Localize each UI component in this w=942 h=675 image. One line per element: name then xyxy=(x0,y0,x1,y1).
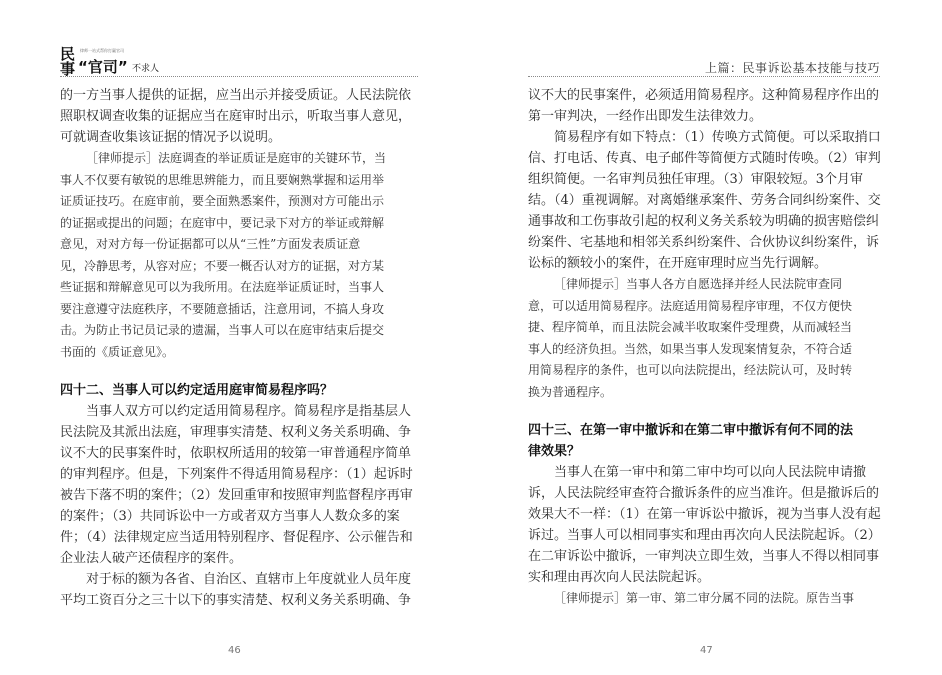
text-line: 结。（4）重视调解。对离婚继承案件、劳务合同纠纷案件、交 xyxy=(528,193,881,208)
tip-line: ［律师提示］法庭调查的举证质证是庭审的关键环节，当 xyxy=(86,151,387,165)
left-page-body xyxy=(60,85,420,611)
text-line: 讼标的额较小的案件，在开庭审理时应当先行调解。 xyxy=(528,256,828,271)
logo-guansi: “官司” xyxy=(78,58,128,76)
logo-tagline: 律师一站式帮你打赢官司 xyxy=(80,48,124,53)
header-rule-left xyxy=(60,76,418,77)
tip-line: 换为普通程序。 xyxy=(528,384,613,399)
lawyer-tip xyxy=(60,148,420,363)
heading-line: 律效果？ xyxy=(528,444,581,459)
text-line: 诉，人民法院经审查符合撤诉条件的应当准许。但是撤诉后的 xyxy=(528,486,880,501)
tip-line: 捷、程序简单，而且法院会减半收取案件受理费，从而减轻当 xyxy=(528,320,853,334)
text-line: 诉过。当事人可以相同事实和理由再次向人民法院起诉。（2） xyxy=(528,528,881,543)
heading-line: 四十三、在第一审中撤诉和在第二审中撤诉有何不同的法 xyxy=(528,423,854,438)
paragraph xyxy=(528,127,881,274)
tip-line: 事人不仅要有敏锐的思维思辨能力，而且要娴熟掌握和运用举 xyxy=(60,172,385,187)
text-line: 组织简便。一名审判员独任审理。（3）审限较短。3个月审 xyxy=(528,172,864,187)
text-line: 可就调查收集该证据的情况予以说明。 xyxy=(60,130,282,145)
section-heading-42: 四十二、当事人可以约定适用庭审简易程序吗？ xyxy=(60,383,334,398)
text-line: 照职权调查收集的证据应当在庭审时出示，听取当事人意见， xyxy=(60,109,412,124)
paragraph xyxy=(60,401,420,569)
text-line: 平均工资百分之三十以下的事实清楚、权利义务关系明确、争 xyxy=(60,593,412,608)
tip-line: 意，可以适用简易程序。法庭适用简易程序审理，不仅方便快 xyxy=(528,298,853,313)
paragraph xyxy=(60,85,420,148)
text-line: 简易程序有如下特点：（1）传唤方式简便。可以采取捎口 xyxy=(554,130,881,145)
text-line: 的一方当事人提供的证据，应当出示并接受质证。人民法院依 xyxy=(60,88,412,103)
logo-char-1: 民 xyxy=(60,45,76,63)
page-number: 47 xyxy=(700,645,713,656)
text-line: 当事人双方可以约定适用简易程序。简易程序是指基层人 xyxy=(86,404,412,419)
logo-buqiu: 不求人 xyxy=(132,64,160,74)
section-heading-43 xyxy=(528,420,881,462)
text-line: 通事故和工伤事故引起的权利义务关系较为明确的损害赔偿纠 xyxy=(528,214,880,229)
lawyer-tip xyxy=(528,588,881,610)
text-line: 对于标的额为各省、自治区、直辖市上年度就业人员年度 xyxy=(86,572,412,587)
running-head: 上篇：民事诉讼基本技能与技巧 xyxy=(704,61,880,75)
logo-char-2: 事 xyxy=(60,60,76,78)
right-page-body xyxy=(528,85,881,610)
text-line: 实和理由再次向人民法院起诉。 xyxy=(528,570,711,585)
text-line: 纷案件、宅基地和相邻关系纠纷案件、合伙协议纠纷案件，诉 xyxy=(528,235,880,250)
tip-line: 要注意遵守法庭秩序，不要随意插话，注意用词，不搞人身攻 xyxy=(60,301,385,316)
page-number: 46 xyxy=(228,645,241,656)
text-line: 民法院及其派出法庭，审理事实清楚、权利义务关系明确、争 xyxy=(60,425,412,440)
text-line: 第一审判决，一经作出即发生法律效力。 xyxy=(528,109,763,124)
tip-line: 的证据或提出的问题；在庭审中，要记录下对方的举证或辩解 xyxy=(60,215,385,230)
text-line: 件；（4）法律规定应当适用特别程序、督促程序、公示催告和 xyxy=(60,530,413,545)
tip-line: 见，冷静思考，从容对应；不要一概否认对方的证据，对方某 xyxy=(60,258,385,273)
tip-line: 意见，对对方每一份证据都可以从“三性”方面发表质证意 xyxy=(60,237,361,251)
text-line: 被告下落不明的案件；（2）发回重审和按照审判监督程序再审 xyxy=(60,488,413,503)
tip-line: 些证据和辩解意见可以为我所用。在法庭举证质证时，当事人 xyxy=(60,280,385,294)
book-series-logo xyxy=(60,47,460,77)
text-line: 议不大的民事案件时，依职权所适用的较第一审普通程序简单 xyxy=(60,446,412,461)
tip-line: ［律师提示］当事人各方自愿选择并经人民法院审查同 xyxy=(554,277,843,291)
tip-line: 证质证技巧。在庭审前，要全面熟悉案件，预测对方可能出示 xyxy=(60,194,385,208)
paragraph xyxy=(528,462,881,588)
text-line: 当事人在第一审中和第二审中均可以向人民法院申请撤 xyxy=(554,465,867,480)
text-line: 效果大不一样：（1）在第一审诉讼中撤诉，视为当事人没有起 xyxy=(528,507,881,522)
tip-line: 书面的《质证意见》。 xyxy=(60,344,175,359)
tip-line: 击。为防止书记员记录的遗漏，当事人可以在庭审结束后提交 xyxy=(60,323,385,337)
paragraph xyxy=(528,85,881,127)
paragraph xyxy=(60,569,420,611)
tip-line: 用简易程序的条件，也可以向法院提出，经法院认可，及时转 xyxy=(528,363,853,377)
text-line: 企业法人破产还债程序的案件。 xyxy=(60,551,243,566)
text-line: 的案件；（3）共同诉讼中一方或者双方当事人人数众多的案 xyxy=(60,509,400,524)
text-line: 的审判程序。但是，下列案件不得适用简易程序：（1）起诉时 xyxy=(60,467,413,482)
lawyer-tip xyxy=(528,274,881,403)
header-rule-right xyxy=(528,76,880,77)
text-line: 议不大的民事案件，必须适用简易程序。这种简易程序作出的 xyxy=(528,88,880,103)
tip-line: ［律师提示］第一审、第二审分属不同的法院。原告当事 xyxy=(554,591,855,605)
text-line: 在二审诉讼中撤诉，一审判决立即生效，当事人不得以相同事 xyxy=(528,549,880,564)
tip-line: 事人的经济负担。当然，如果当事人发现案情复杂，不符合适 xyxy=(528,341,853,356)
text-line: 信、打电话、传真、电子邮件等简便方式随时传唤。（2）审判 xyxy=(528,151,881,166)
